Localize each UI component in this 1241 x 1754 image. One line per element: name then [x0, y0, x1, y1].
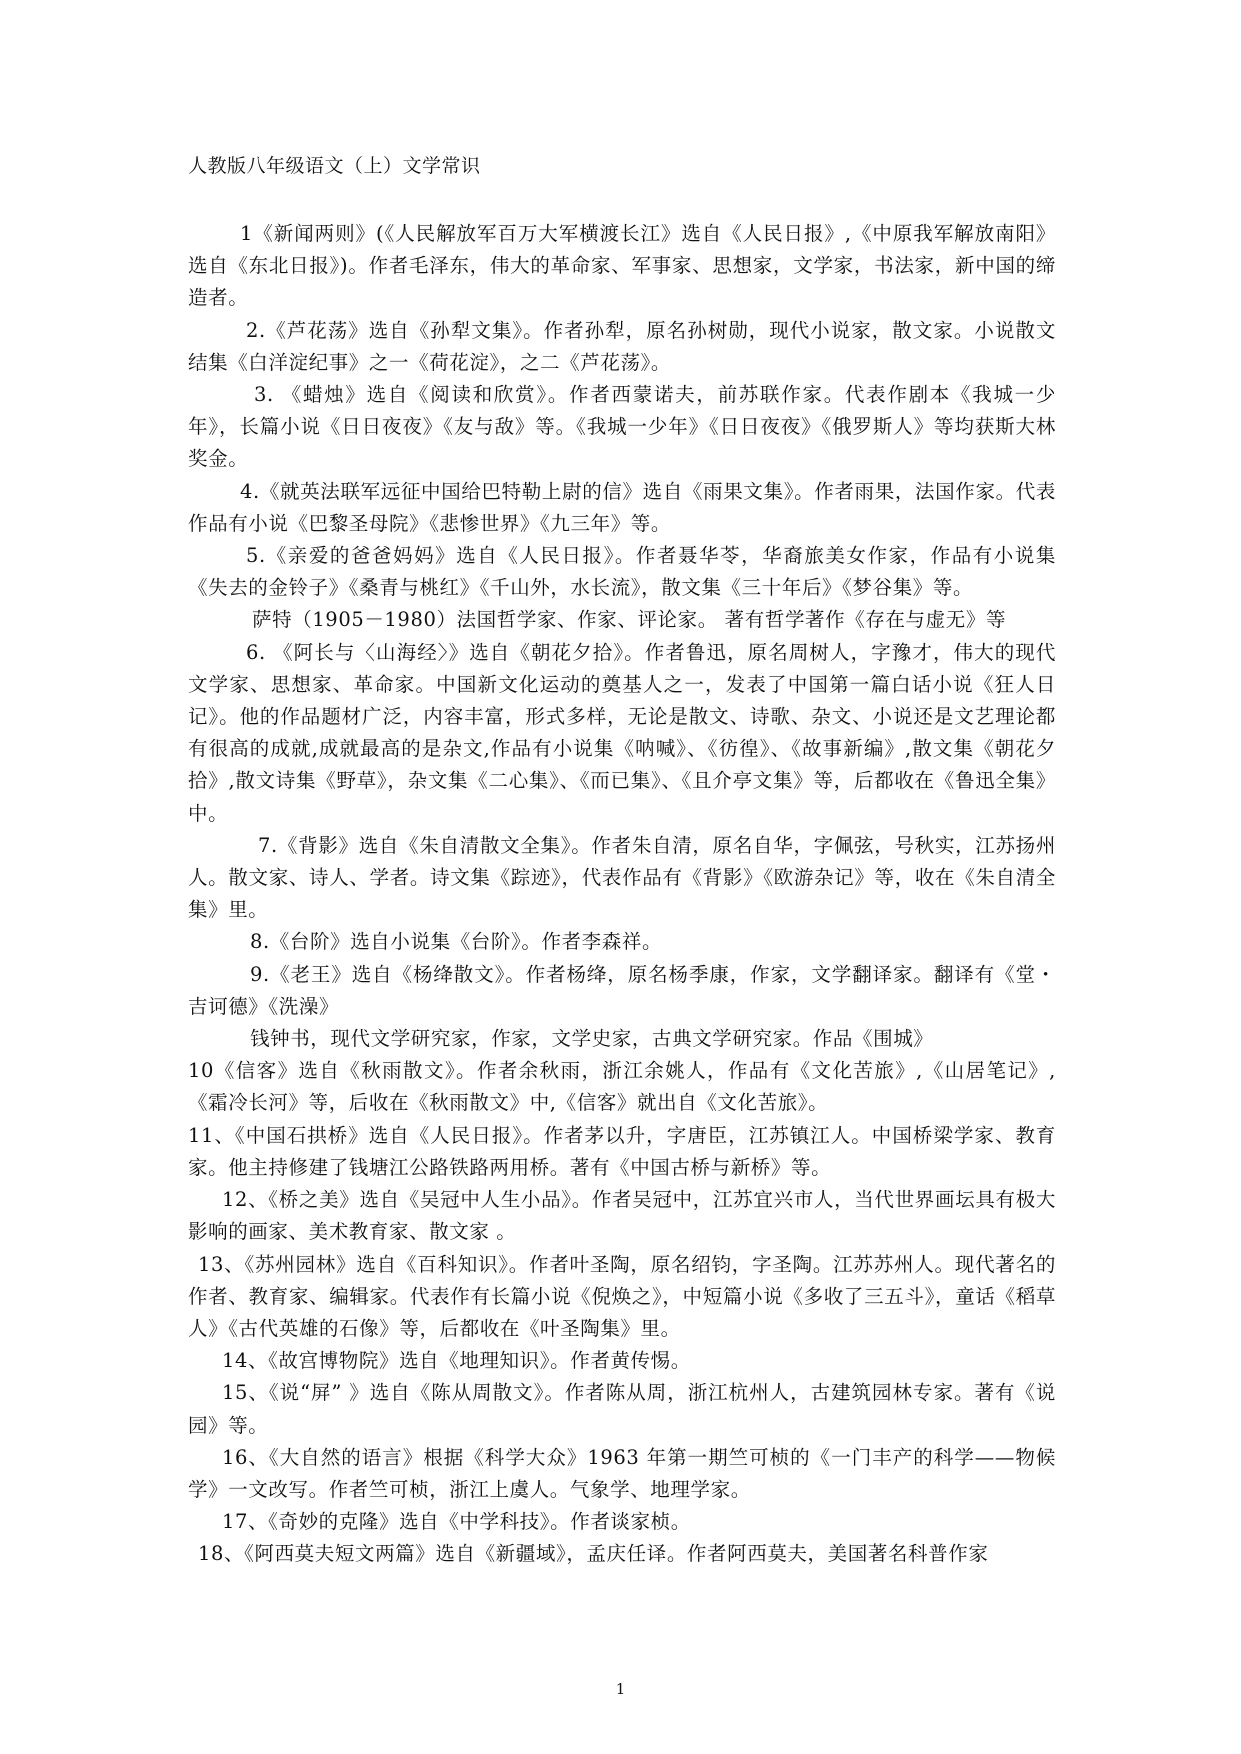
- paragraph-1: 1《新闻两则》(《人民解放军百万大军横渡长江》选自《人民日报》,《中原我军解放南阳》选自《东北日报》)。作者毛泽东，伟大的革命家、军事家、思想家，文学家，书法家，新中国的缔造者。: [188, 222, 1056, 310]
- paragraph-3: 3. 《蜡烛》选自《阅读和欣赏》。作者西蒙诺夫，前苏联作家。代表作剧本《我城一少年》，长篇小说《日日夜夜》《友与敌》等。《我城一少年》《日日夜夜》《俄罗斯人》等均获斯大林奖金。: [188, 383, 1056, 471]
- paragraph-9: 9.《老王》选自《杨绛散文》。作者杨绛，原名杨季康，作家，文学翻译家。翻译有《堂・吉诃德》《洗澡》: [188, 962, 1056, 1018]
- note-sartre: 萨特（1905－1980）法国哲学家、作家、评论家。 著有哲学著作《存在与虚无》等: [252, 608, 1007, 632]
- paragraph-4: 4.《就英法联军远征中国给巴特勒上尉的信》选自《雨果文集》。作者雨果，法国作家。代表作品有小说《巴黎圣母院》《悲惨世界》《九三年》等。: [188, 479, 1056, 535]
- document-title: 人教版八年级语文（上）文学常识: [188, 155, 481, 177]
- page-number: 1: [615, 1680, 626, 1698]
- paragraph-13: 13、《苏州园林》选自《百科知识》。作者叶圣陶，原名绍钧，字圣陶。江苏苏州人。现代著名的作者、教育家、编辑家。代表作有长篇小说《倪焕之》，中短篇小说《多收了三五斗》，童话《稻草人》《古代英雄的石像》等，后都收在《叶圣陶集》里。: [188, 1252, 1056, 1340]
- paragraph-18: 18、《阿西莫夫短文两篇》选自《新疆域》，孟庆任译。作者阿西莫夫，美国著名科普作家: [198, 1542, 989, 1566]
- paragraph-16: 16、《大自然的语言》根据《科学大众》1963 年第一期竺可桢的《一门丰产的科学——物候学》一文改写。作者竺可桢，浙江上虞人。气象学、地理学家。: [188, 1445, 1056, 1501]
- paragraph-15: 15、《说“屏” 》选自《陈从周散文》。作者陈从周，浙江杭州人，古建筑园林专家。著有《说园》等。: [188, 1381, 1056, 1437]
- paragraph-2: 2.《芦花荡》选自《孙犁文集》。作者孙犁，原名孙树勋，现代小说家，散文家。小说散文结集《白洋淀纪事》之一《荷花淀》，之二《芦花荡》。: [188, 318, 1056, 374]
- document-body: [188, 218, 1056, 1571]
- paragraph-11: 11、《中国石拱桥》选自《人民日报》。作者茅以升，字唐臣，江苏镇江人。中国桥梁学家、教育家。他主持修建了钱塘江公路铁路两用桥。著有《中国古桥与新桥》等。: [188, 1123, 1056, 1179]
- paragraph-14: 14、《故宫博物院》选自《地理知识》。作者黄传惕。: [222, 1349, 691, 1373]
- paragraph-7: 7.《背影》选自《朱自清散文全集》。作者朱自清，原名自华，字佩弦，号秋实，江苏扬州人。散文家、诗人、学者。诗文集《踪迹》，代表作品有《背影》《欧游杂记》等，收在《朱自清全集》里。: [188, 833, 1056, 922]
- note-qian-zhongshu: 钱钟书，现代文学研究家，作家，文学史家，古典文学研究家。作品《围城》: [250, 1027, 934, 1051]
- paragraph-8: 8.《台阶》选自小说集《台阶》。作者李森祥。: [250, 930, 663, 954]
- paragraph-5: 5.《亲爱的爸爸妈妈》选自《人民日报》。作者聂华苓，华裔旅美女作家，作品有小说集《失去的金铃子》《桑青与桃红》《千山外，水长流》，散文集《三十年后》《梦谷集》等。: [188, 544, 1056, 600]
- paragraph-17: 17、《奇妙的克隆》选自《中学科技》。作者谈家桢。: [222, 1510, 691, 1534]
- paragraph-6: 6. 《阿长与〈山海经〉》选自《朝花夕拾》。作者鲁迅，原名周树人，字豫才，伟大的现代文学家、思想家、革命家。中国新文化运动的奠基人之一，发表了中国第一篇白话小说《狂人日记》。他的作品题材广泛，内容丰富，形式多样，无论是散文、诗歌、杂文、小说还是文艺理论都有很高的成就,成就最高的是杂文,作品有小说集《呐喊》、《彷徨》、《故事新编》,散文集《朝花夕拾》,散文诗集《野草》，杂文集《二心集》、《而已集》、《且介亭文集》等，后都收在《鲁迅全集》中。: [188, 640, 1056, 825]
- paragraph-10: 10《信客》选自《秋雨散文》。作者余秋雨，浙江余姚人，作品有《文化苦旅》,《山居笔记》,《霜冷长河》等，后收在《秋雨散文》中,《信客》就出自《文化苦旅》。: [188, 1059, 1056, 1115]
- paragraph-12: 12、《桥之美》选自《吴冠中人生小品》。作者吴冠中，江苏宜兴市人，当代世界画坛具有极大影响的画家、美术教育家、散文家 。: [188, 1188, 1056, 1244]
